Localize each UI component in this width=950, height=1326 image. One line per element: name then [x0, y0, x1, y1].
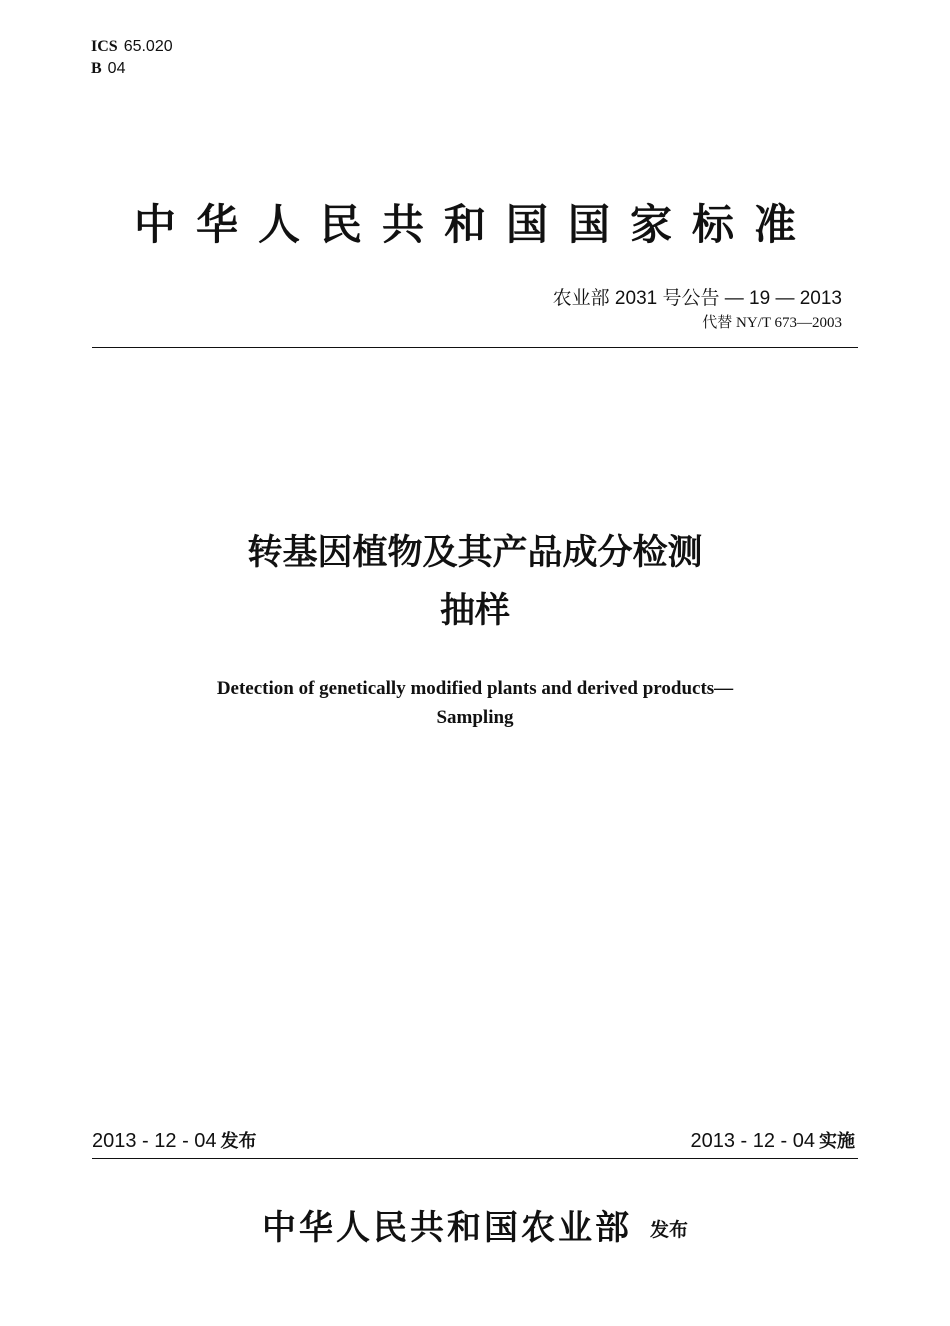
ics-label: ICS	[91, 38, 118, 55]
ics-code: 65.020	[123, 38, 173, 55]
chinese-title-line1: 转基因植物及其产品成分检测	[247, 533, 703, 573]
chinese-title-line2: 抽样	[439, 591, 510, 631]
ics-code-line	[91, 36, 173, 58]
standard-type-heading: 中华人民共和国国家标准	[133, 200, 816, 249]
english-title-line1: Detection of genetically modified plants and derived products—	[216, 678, 734, 699]
english-title-line2: Sampling	[436, 707, 514, 728]
implementation-date: 2013 - 12 - 04	[690, 1130, 815, 1152]
ccs-code-line	[91, 58, 173, 80]
bottom-divider	[92, 1158, 858, 1159]
replaces-standard: 代替 NY/T 673—2003	[702, 315, 842, 331]
implementation-label: 实施	[819, 1131, 855, 1152]
issue-date-block	[92, 1127, 257, 1153]
issuing-authority	[0, 1200, 950, 1249]
classification-codes	[91, 36, 173, 80]
implementation-date-block	[690, 1127, 855, 1153]
ccs-code: 04	[107, 60, 126, 77]
issue-label: 发布	[220, 1131, 257, 1152]
issuer-action: 发布	[649, 1219, 688, 1241]
ccs-label: B	[91, 60, 102, 77]
top-divider	[92, 347, 858, 348]
issue-date: 2013 - 12 - 04	[92, 1130, 217, 1152]
issuer-organization: 中华人民共和国农业部	[261, 1208, 632, 1248]
standard-number: 农业部 2031 号公告 — 19 — 2013	[552, 288, 842, 309]
